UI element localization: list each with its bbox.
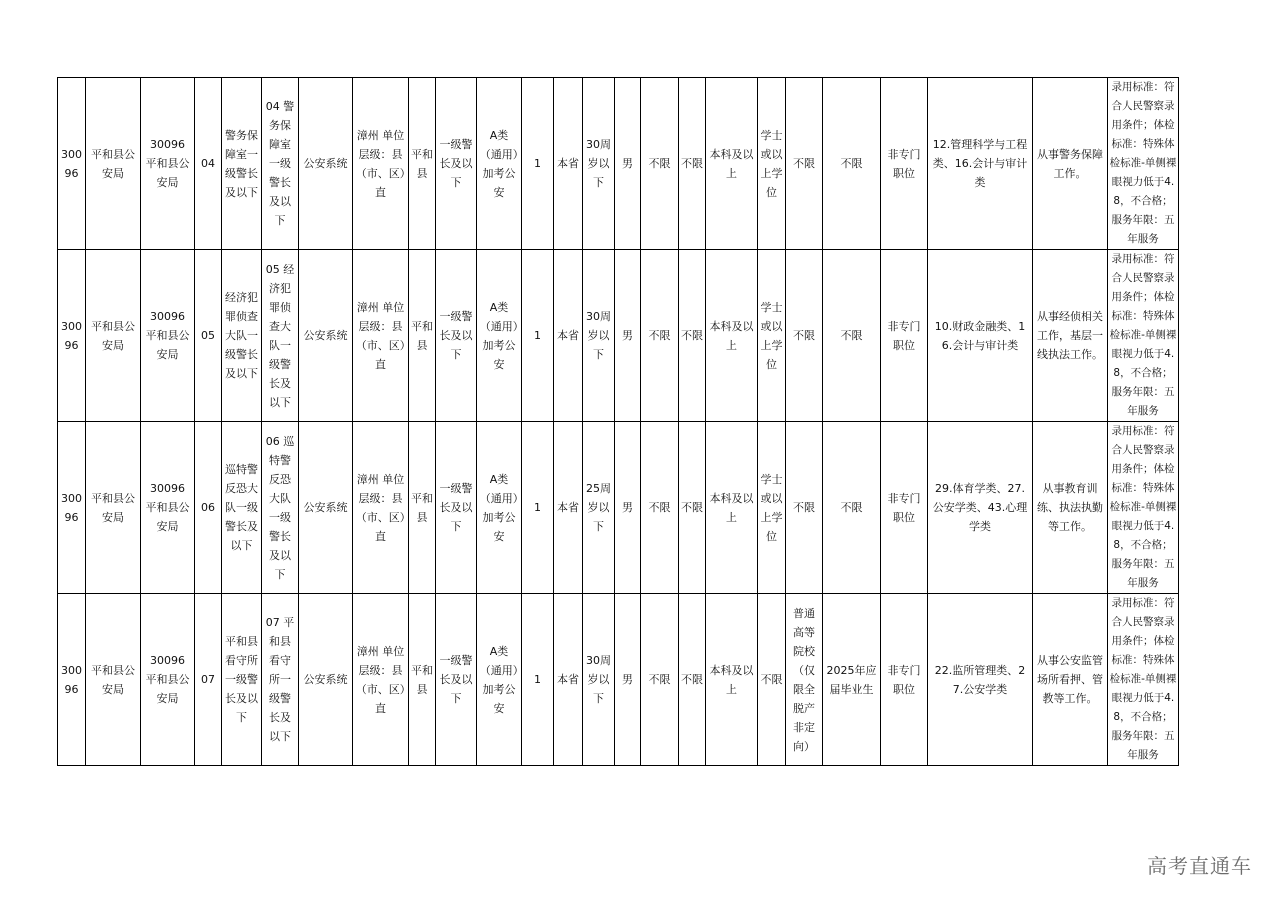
institution-code: 30096 [58, 594, 86, 766]
special-position: 非专门职位 [881, 594, 928, 766]
political-status: 不限 [679, 594, 706, 766]
rank: 一级警长及以下 [436, 250, 477, 422]
degree: 学士或以上学位 [758, 78, 786, 250]
institution-code: 30096 [58, 78, 86, 250]
unit-level: 漳州 单位层级：县（市、区）直 [353, 78, 409, 250]
household-registration: 本省 [554, 594, 583, 766]
position-code: 07 [195, 594, 222, 766]
political-status: 不限 [679, 78, 706, 250]
education: 本科及以上 [706, 422, 758, 594]
recruitment-table [57, 77, 1179, 766]
table-row [58, 422, 1179, 594]
headcount: 1 [522, 594, 554, 766]
remarks: 录用标准：符合人民警察录用条件；体检标准：特殊体检标准-单侧裸眼视力低于4.8，不合格；服务年限：五年服务 [1108, 422, 1179, 594]
age-limit: 30周岁以下 [583, 594, 615, 766]
ethnicity: 不限 [641, 78, 679, 250]
ethnicity: 不限 [641, 250, 679, 422]
ethnicity: 不限 [641, 422, 679, 594]
special-position: 非专门职位 [881, 78, 928, 250]
remarks: 录用标准：符合人民警察录用条件；体检标准：特殊体检标准-单侧裸眼视力低于4.8，不合格；服务年限：五年服务 [1108, 594, 1179, 766]
system: 公安系统 [299, 594, 353, 766]
job-description: 从事公安监管场所看押、管教等工作。 [1033, 594, 1108, 766]
candidate-type: 不限 [823, 422, 881, 594]
job-description: 从事教育训练、执法执勤等工作。 [1033, 422, 1108, 594]
remarks: 录用标准：符合人民警察录用条件；体检标准：特殊体检标准-单侧裸眼视力低于4.8，不合格；服务年限：五年服务 [1108, 78, 1179, 250]
county: 平和县 [409, 594, 436, 766]
system: 公安系统 [299, 422, 353, 594]
candidate-type: 2025年应届毕业生 [823, 594, 881, 766]
job-description: 从事经侦相关工作，基层一线执法工作。 [1033, 250, 1108, 422]
school-type: 普通高等院校（仅限全脱产非定向） [786, 594, 823, 766]
age-limit: 30周岁以下 [583, 78, 615, 250]
exam-category: A类（通用）加考公安 [477, 78, 522, 250]
exam-category: A类（通用）加考公安 [477, 422, 522, 594]
household-registration: 本省 [554, 422, 583, 594]
gender: 男 [615, 422, 641, 594]
position-name: 平和县看守所一级警长及以下 [222, 594, 262, 766]
position-code-name: 06 巡特警反恐大队一级警长及以下 [262, 422, 299, 594]
position-code: 06 [195, 422, 222, 594]
position-code: 05 [195, 250, 222, 422]
rank: 一级警长及以下 [436, 422, 477, 594]
headcount: 1 [522, 422, 554, 594]
headcount: 1 [522, 250, 554, 422]
position-code-name: 04 警务保障室一级警长及以下 [262, 78, 299, 250]
education: 本科及以上 [706, 594, 758, 766]
headcount: 1 [522, 78, 554, 250]
institution-name: 平和县公安局 [86, 422, 141, 594]
degree: 不限 [758, 594, 786, 766]
system: 公安系统 [299, 78, 353, 250]
institution-name: 平和县公安局 [86, 250, 141, 422]
position-name: 警务保障室一级警长及以下 [222, 78, 262, 250]
institution-code-name: 30096 平和县公安局 [141, 78, 195, 250]
ethnicity: 不限 [641, 594, 679, 766]
county: 平和县 [409, 78, 436, 250]
political-status: 不限 [679, 422, 706, 594]
institution-code: 30096 [58, 422, 86, 594]
institution-name: 平和县公安局 [86, 594, 141, 766]
position-code: 04 [195, 78, 222, 250]
majors: 29.体育学类、27.公安学类、43.心理学类 [928, 422, 1033, 594]
remarks: 录用标准：符合人民警察录用条件；体检标准：特殊体检标准-单侧裸眼视力低于4.8，不合格；服务年限：五年服务 [1108, 250, 1179, 422]
watermark: 高考直通车 [1147, 854, 1252, 878]
unit-level: 漳州 单位层级：县（市、区）直 [353, 422, 409, 594]
school-type: 不限 [786, 422, 823, 594]
gender: 男 [615, 594, 641, 766]
majors: 12.管理科学与工程类、16.会计与审计类 [928, 78, 1033, 250]
exam-category: A类（通用）加考公安 [477, 250, 522, 422]
household-registration: 本省 [554, 250, 583, 422]
majors: 10.财政金融类、16.会计与审计类 [928, 250, 1033, 422]
school-type: 不限 [786, 78, 823, 250]
majors: 22.监所管理类、27.公安学类 [928, 594, 1033, 766]
position-name: 经济犯罪侦查大队一级警长及以下 [222, 250, 262, 422]
special-position: 非专门职位 [881, 250, 928, 422]
position-code-name: 07 平和县看守所一级警长及以下 [262, 594, 299, 766]
age-limit: 30周岁以下 [583, 250, 615, 422]
institution-name: 平和县公安局 [86, 78, 141, 250]
gender: 男 [615, 250, 641, 422]
education: 本科及以上 [706, 250, 758, 422]
system: 公安系统 [299, 250, 353, 422]
political-status: 不限 [679, 250, 706, 422]
institution-code-name: 30096 平和县公安局 [141, 594, 195, 766]
gender: 男 [615, 78, 641, 250]
school-type: 不限 [786, 250, 823, 422]
rank: 一级警长及以下 [436, 594, 477, 766]
exam-category: A类（通用）加考公安 [477, 594, 522, 766]
table-row [58, 78, 1179, 250]
age-limit: 25周岁以下 [583, 422, 615, 594]
rank: 一级警长及以下 [436, 78, 477, 250]
candidate-type: 不限 [823, 250, 881, 422]
degree: 学士或以上学位 [758, 250, 786, 422]
unit-level: 漳州 单位层级：县（市、区）直 [353, 250, 409, 422]
recruitment-table-sheet [57, 77, 1178, 766]
position-name: 巡特警反恐大队一级警长及以下 [222, 422, 262, 594]
position-code-name: 05 经济犯罪侦查大队一级警长及以下 [262, 250, 299, 422]
degree: 学士或以上学位 [758, 422, 786, 594]
institution-code-name: 30096 平和县公安局 [141, 250, 195, 422]
special-position: 非专门职位 [881, 422, 928, 594]
education: 本科及以上 [706, 78, 758, 250]
job-description: 从事警务保障工作。 [1033, 78, 1108, 250]
institution-code-name: 30096 平和县公安局 [141, 422, 195, 594]
county: 平和县 [409, 422, 436, 594]
unit-level: 漳州 单位层级：县（市、区）直 [353, 594, 409, 766]
table-row [58, 594, 1179, 766]
table-row [58, 250, 1179, 422]
county: 平和县 [409, 250, 436, 422]
candidate-type: 不限 [823, 78, 881, 250]
household-registration: 本省 [554, 78, 583, 250]
institution-code: 30096 [58, 250, 86, 422]
